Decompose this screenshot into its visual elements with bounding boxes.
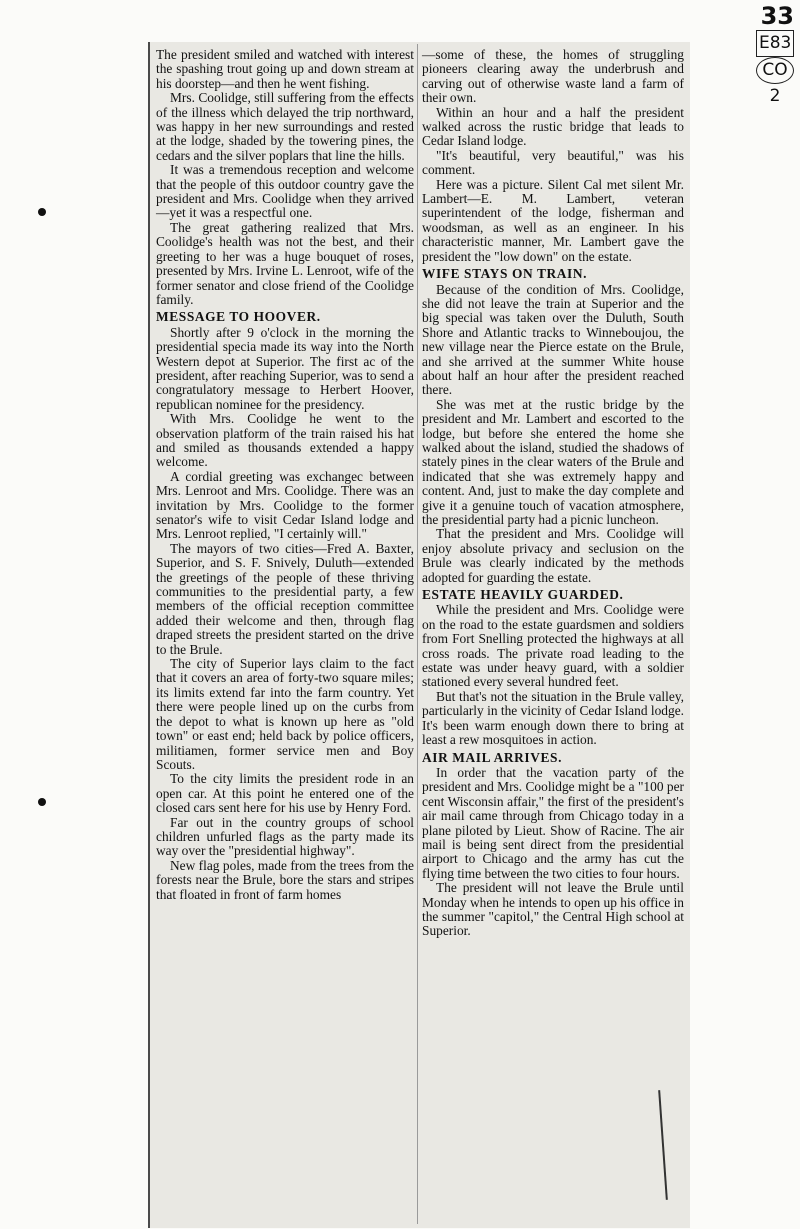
paragraph: A cordial greeting was exchangec between Mrs. Lenroot and Mrs. Coolidge. There was an invitation by Mrs. Coolidge to the former senator's wife to visit Cedar Island lodge and Mrs. Lenroot replied, "I certainly will." bbox=[156, 468, 414, 542]
paragraph: New flag poles, made from the trees from the forests near the Brule, bore the stars and stripes that floated in front of farm homes bbox=[156, 857, 414, 902]
paragraph: Because of the condition of Mrs. Coolidge, she did not leave the train at Superior and the big special was taken over the Duluth, South Shore and Atlantic tracks to Winneboujou, the new village near the Pierce estate on the Brule, and she arrived at the summer White house about half an hour after the president reached there. bbox=[422, 281, 684, 398]
archive-code-line: CO bbox=[756, 57, 794, 84]
paragraph: The city of Superior lays claim to the fact that it covers an area of forty-two square miles; its limits extend far into the farm country. Yet there were people lined up on the curbs from the depot to what is known up here as "old town" or east end; held back by police officers, militiamen, former service men and Boy Scouts. bbox=[156, 656, 414, 772]
paragraph: To the city limits the president rode in an open car. At this point he entered one of the closed cars sent here for his use by Henry Ford. bbox=[156, 771, 414, 816]
article-column-left bbox=[156, 48, 414, 902]
paragraph: With Mrs. Coolidge he went to the observation platform of the train raised his hat and smiled as thousands extended a happy welcome. bbox=[156, 411, 414, 470]
paragraph: —some of these, the homes of struggling pioneers clearing away the underbrush and carving out of otherwise waste land a farm of their own. bbox=[422, 47, 684, 106]
paragraph: While the president and Mrs. Coolidge were on the road to the estate guardsmen and soldiers from Fort Snelling protected the highways at all cross roads. The private road leading to the estate was under heavy guard, with a soldier stationed every several hundred feet. bbox=[422, 602, 684, 690]
paragraph: In order that the vacation party of the president and Mrs. Coolidge might be a "100 per cent Wisconsin affair," the first of the president's air mail came through from Chicago today in a plane piloted by Lieut. Show of Racine. The air mail is being sent direct from the presidential airport to Chicago and the army has cut the flying time between the two cities to four hours. bbox=[422, 764, 684, 881]
paragraph: The president will not leave the Brule until Monday when he intends to open up his office in the summer "capitol," the Central High school at Superior. bbox=[422, 880, 684, 939]
binder-hole bbox=[38, 208, 46, 216]
section-heading: MESSAGE TO HOOVER. bbox=[156, 309, 321, 325]
paragraph: That the president and Mrs. Coolidge will enjoy absolute privacy and seclusion on the Brule was clearly indicated by the methods adopted for guarding the estate. bbox=[422, 526, 684, 585]
paragraph: "It's beautiful, very beautiful," was his comment. bbox=[422, 147, 684, 178]
paragraph: Here was a picture. Silent Cal met silent Mr. Lambert—E. M. Lambert, veteran superintendent of the lodge, fisherman and woodsman, as well as an engineer. In his characteristic manner, Mr. Lambert gave the president the "low down" on the estate. bbox=[422, 176, 684, 264]
section-heading: AIR MAIL ARRIVES. bbox=[422, 749, 563, 765]
page-number: 33 bbox=[760, 2, 794, 30]
paragraph: The president smiled and watched with interest the spashing trout going up and down stream at his doorstep—and then he went fishing. bbox=[156, 47, 414, 91]
archive-code-line: E83 bbox=[756, 30, 794, 57]
section-heading: ESTATE HEAVILY GUARDED. bbox=[422, 587, 624, 603]
archive-code-line: 2 bbox=[769, 86, 781, 106]
column-divider bbox=[417, 44, 418, 1224]
article-column-right bbox=[422, 48, 684, 939]
binder-hole bbox=[38, 798, 46, 806]
paragraph: But that's not the situation in the Brule valley, particularly in the vicinity of Cedar Island lodge. It's been warm enough down there to bring at least a rew mosquitoes in action. bbox=[422, 688, 684, 748]
paragraph: She was met at the rustic bridge by the president and Mr. Lambert and escorted to the lodge, but before she entered the home she walked about the island, studied the shadows of stately pines in the clear waters of the Brule and indicated that she was extremely happy and content. And, just to make the day complete and give it a genuine touch of vacation atmosphere, the presidential party had a picnic luncheon. bbox=[422, 396, 684, 527]
paragraph: Within an hour and a half the president walked across the rustic bridge that leads to Cedar Island lodge. bbox=[422, 104, 684, 149]
section-heading: WIFE STAYS ON TRAIN. bbox=[422, 266, 588, 282]
paragraph: It was a tremendous reception and welcome that the people of this outdoor country gave the president and Mrs. Coolidge when they arrived —yet it was a respectful one. bbox=[156, 162, 414, 221]
paragraph: The great gathering realized that Mrs. Coolidge's health was not the best, and their greeting to her was a huge bouquet of roses, presented by Mrs. Irvine L. Lenroot, wife of the former senator and close friend of the Coolidge family. bbox=[156, 219, 414, 307]
paragraph: Far out in the country groups of school children unfurled flags as the party made its way over the "presidential highway". bbox=[156, 814, 414, 859]
paragraph: Mrs. Coolidge, still suffering from the effects of the illness which delayed the trip northward, was happy in her new surroundings and rested at the lodge, shaded by the towering pines, the cedars and the silver poplars that line the hills. bbox=[156, 90, 414, 163]
paragraph: Shortly after 9 o'clock in the morning the presidential specia made its way into the North Western depot at Superior. The first ac of the president, after reaching Superior, was to send a congratulatory message to Herbert Hoover, republican nominee for the presidency. bbox=[156, 324, 414, 412]
archive-code bbox=[756, 30, 794, 109]
paragraph: The mayors of two cities—Fred A. Baxter, Superior, and S. F. Snively, Duluth—extended the greetings of the people of these thriving communities to the presidential party, a few members of the official reception committee added their welcome and then, through flag draped streets the president started on the drive to the Brule. bbox=[156, 540, 414, 657]
